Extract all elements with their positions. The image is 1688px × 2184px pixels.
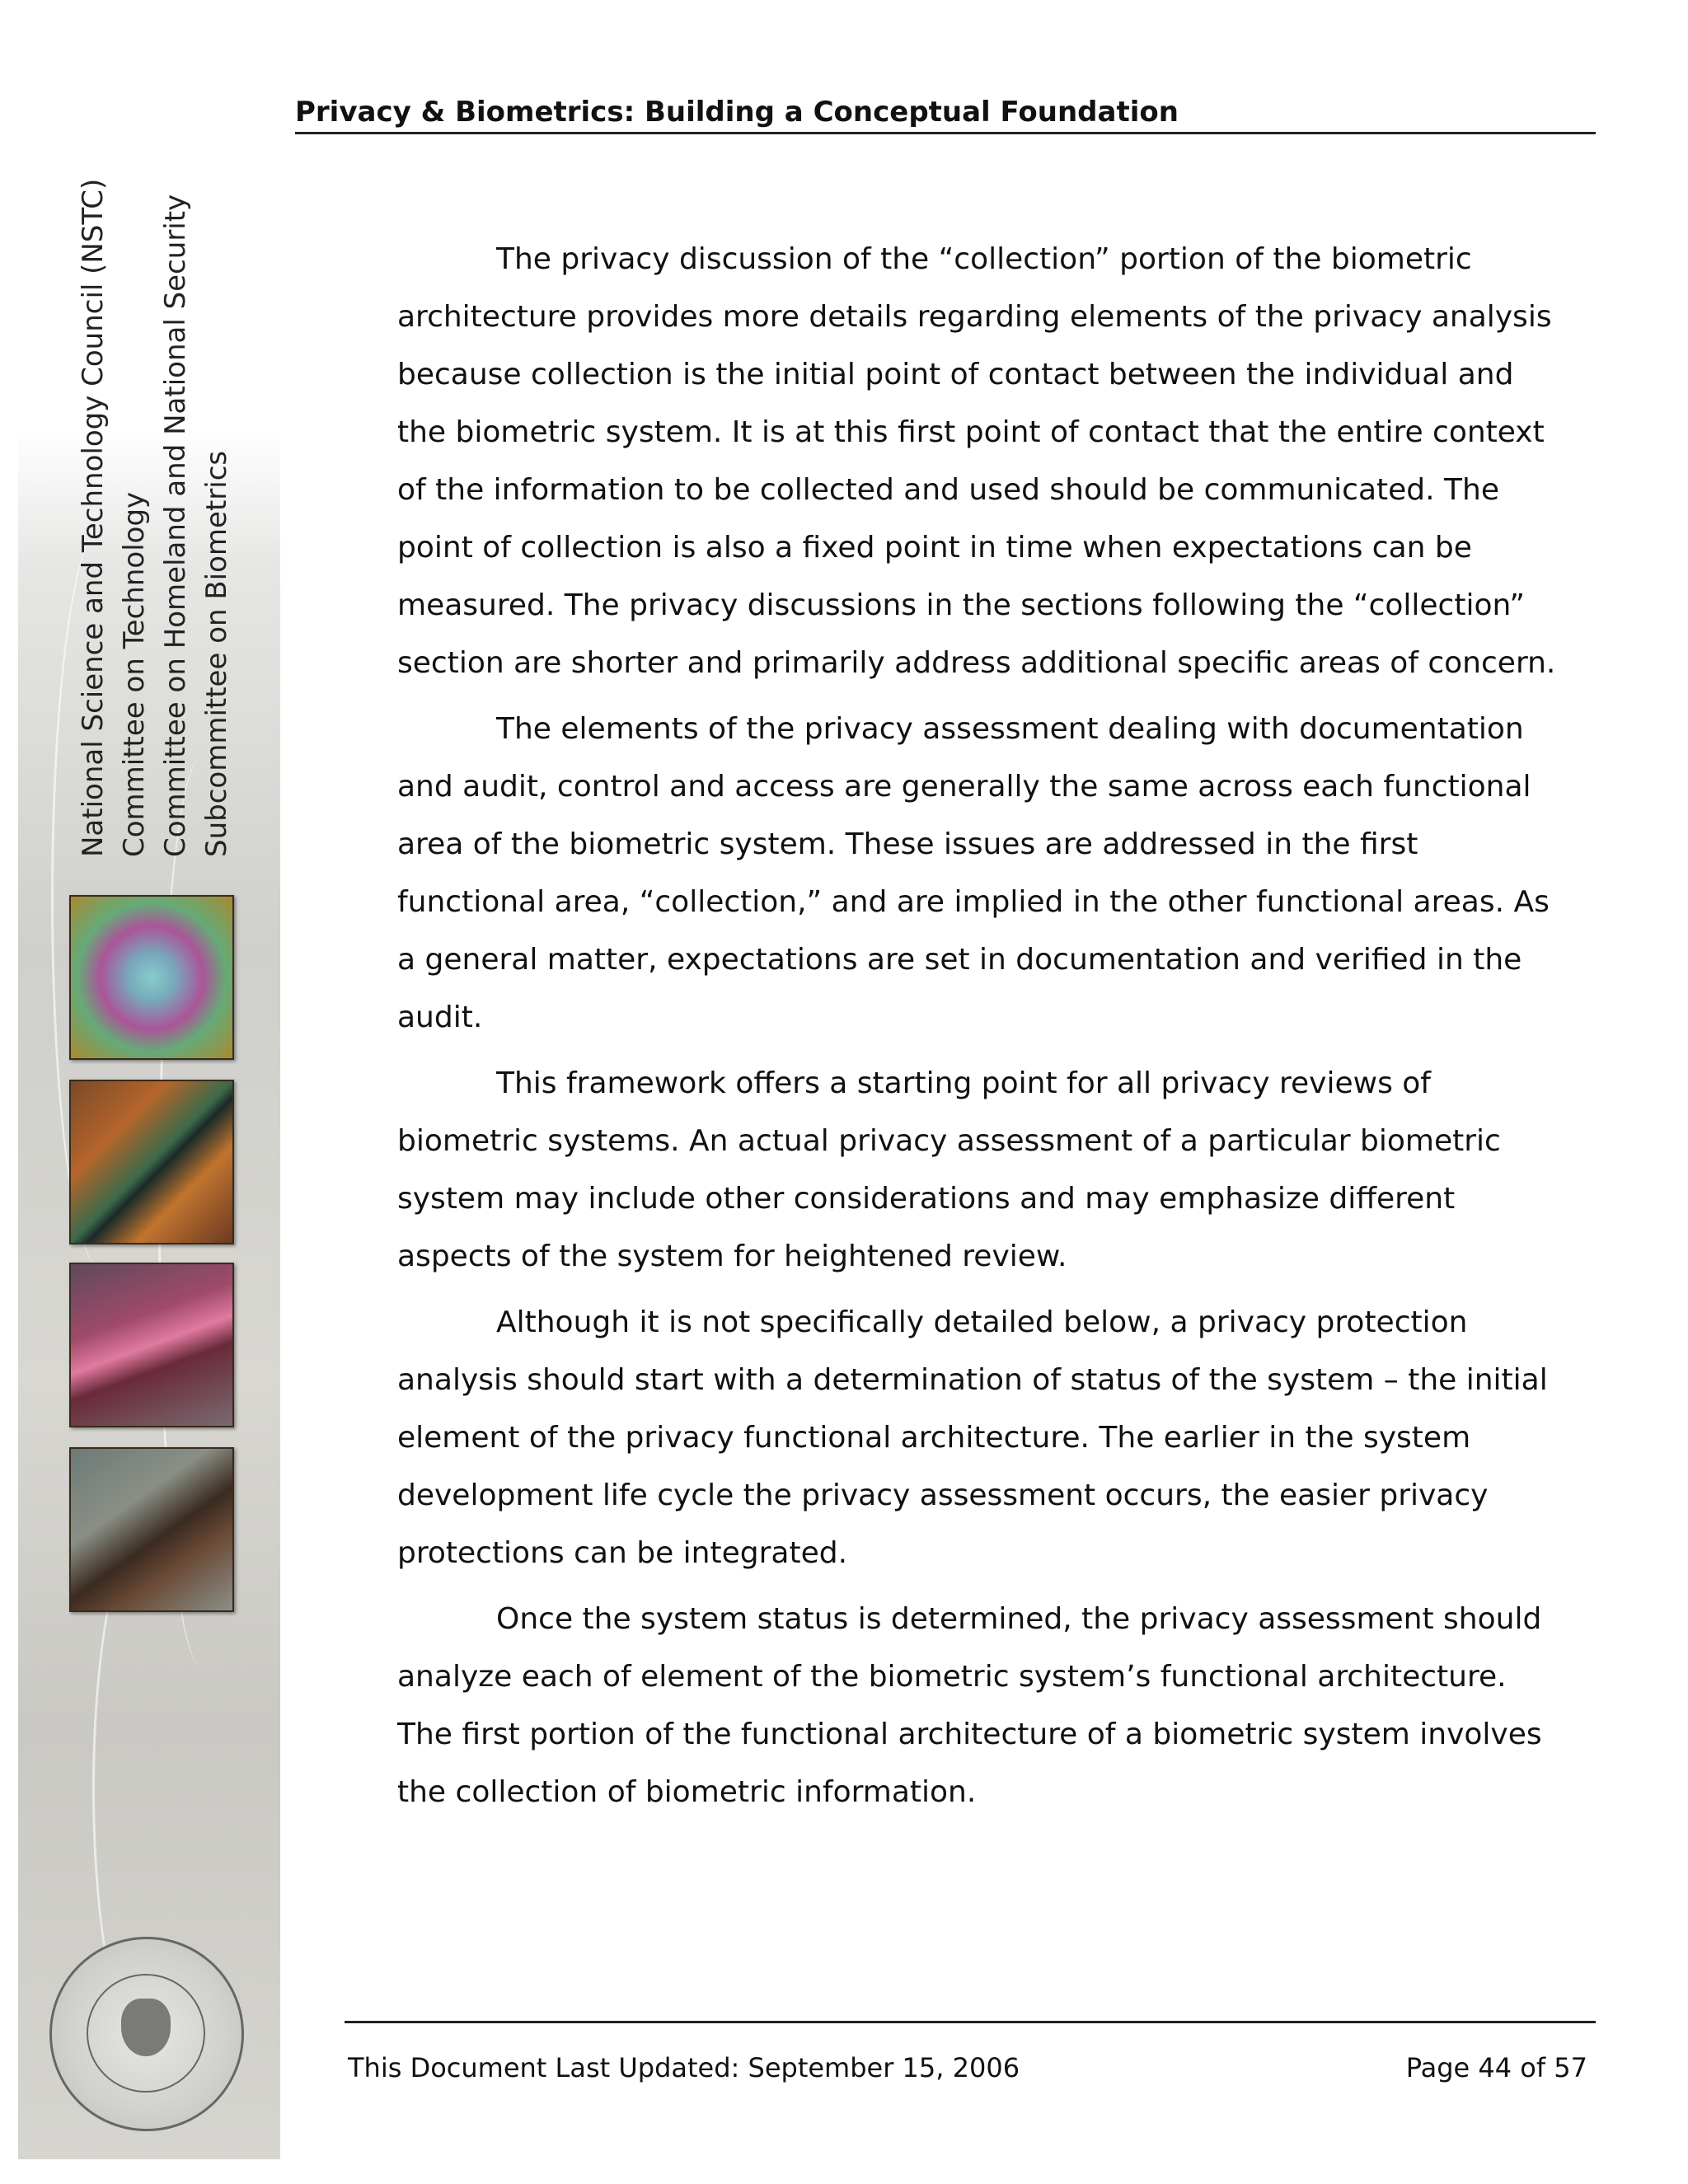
- sidebar-line-homeland: Committee on Homeland and National Security: [159, 194, 192, 857]
- paragraph-5: Once the system status is determined, the privacy assessment should analyze each of element of the biometric system’s functional architecture. The first portion of the functional architecture of a biometric system involves the collection of biometric information.: [397, 1602, 1542, 1809]
- sidebar-committee-text: [73, 115, 270, 857]
- footer-divider: [345, 2021, 1596, 2023]
- hand-image: [69, 1447, 234, 1612]
- presidential-seal: [49, 1937, 244, 2131]
- running-header: [295, 96, 1596, 134]
- paragraph-4: Although it is not specifically detailed below, a privacy protection analysis should start with a determination of status of the system – the initial element of the privacy functional architecture. The earlier in the system development life cycle the privacy assessment occurs, the easier privacy protections can be integrated.: [397, 1305, 1548, 1570]
- paragraph-3: This framework offers a starting point for all privacy reviews of biometric systems. An actual privacy assessment of a particular biometric system may include other considerations and may emphasize different aspects of the system for heightened review.: [397, 1066, 1501, 1273]
- sidebar-line-technology: Committee on Technology: [118, 491, 151, 857]
- footer-last-updated: This Document Last Updated: September 15, 2006: [348, 2052, 1020, 2083]
- eye-image: [69, 1080, 234, 1244]
- seal-eagle-icon: [121, 1999, 171, 2056]
- paragraph-2: The elements of the privacy assessment dealing with documentation and audit, control and access are generally the same across each functional area of the biometric system. These issues are addressed in the first functional area, “collection,” and are implied in the other functional areas. As a general matter, expectations are set in documentation and verified in the audit.: [397, 712, 1550, 1034]
- lips-image: [69, 1263, 234, 1427]
- footer-page-number: Page 44 of 57: [1405, 2052, 1587, 2083]
- sidebar-line-biometrics: Subcommittee on Biometrics: [200, 450, 233, 857]
- fingerprint-image: [69, 895, 234, 1060]
- header-title: Privacy & Biometrics: Building a Conceptual Foundation: [295, 96, 1179, 129]
- sidebar-line-nstc: National Science and Technology Council (NSTC): [77, 178, 110, 857]
- body-text: [397, 231, 1568, 1830]
- paragraph-1: The privacy discussion of the “collection” portion of the biometric architecture provides more details regarding elements of the privacy analysis because collection is the initial point of contact between the individual and the biometric system. It is at this first point of contact that the entire context of the information to be collected and used should be communicated. The point of collection is also a fixed point in time when expectations can be measured. The privacy discussions in the sections following the “collection” section are shorter and primarily address additional specific areas of concern.: [397, 242, 1556, 680]
